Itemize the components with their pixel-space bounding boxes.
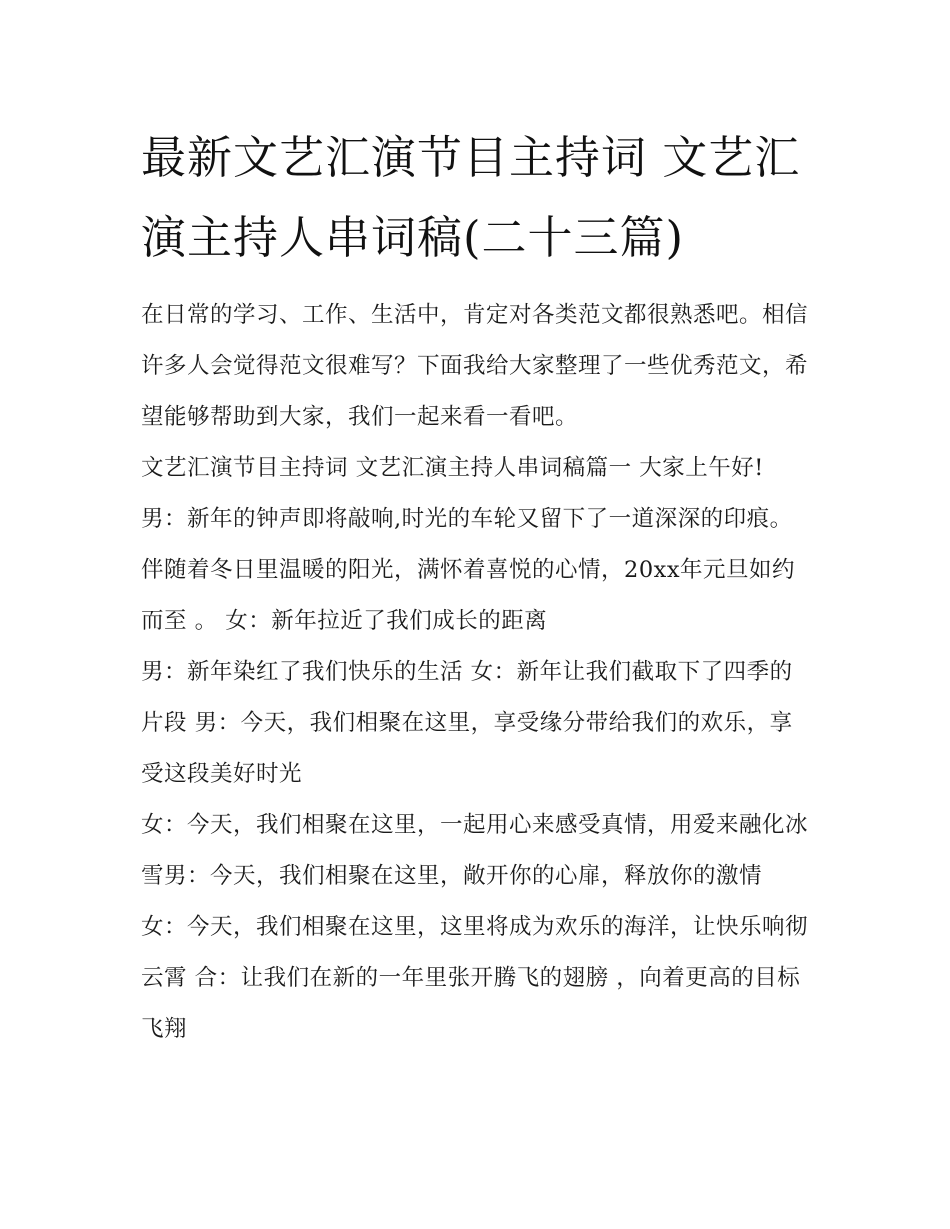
paragraph-dialogue: 女：今天，我们相聚在这里，这里将成为欢乐的海洋，让快乐响彻云霄 合：让我们在新的一年里张开腾飞的翅膀 ，向着更高的目标飞翔 [141, 914, 809, 1042]
document-content [141, 118, 813, 1055]
paragraph-dialogue: 女：今天，我们相聚在这里，一起用心来感受真情，用爱来融化冰雪男：今天，我们相聚在这里，敞开你的心扉，释放你的激情 [141, 812, 809, 889]
paragraph-dialogue: 男：新年的钟声即将敲响,时光的车轮又留下了一道深深的印痕。伴随着冬日里温暖的阳光，满怀着喜悦的心情，20xx年元旦如约而至 。 女：新年拉近了我们成长的距离 [141, 506, 796, 634]
document-body [141, 290, 813, 1055]
paragraph-dialogue: 男：新年染红了我们快乐的生活 女：新年让我们截取下了四季的片段 男：今天，我们相聚在这里，享受缘分带给我们的欢乐，享受这段美好时光 [141, 659, 793, 787]
document-title: 最新文艺汇演节目主持词 文艺汇演主持人串词稿(二十三篇) [141, 131, 801, 264]
paragraph-section-heading: 文艺汇演节目主持词 文艺汇演主持人串词稿篇一 大家上午好! [141, 455, 764, 481]
paragraph-intro: 在日常的学习、工作、生活中，肯定对各类范文都很熟悉吧。相信许多人会觉得范文很难写？下面我给大家整理了一些优秀范文，希望能够帮助到大家，我们一起来看一看吧。 [141, 302, 809, 430]
